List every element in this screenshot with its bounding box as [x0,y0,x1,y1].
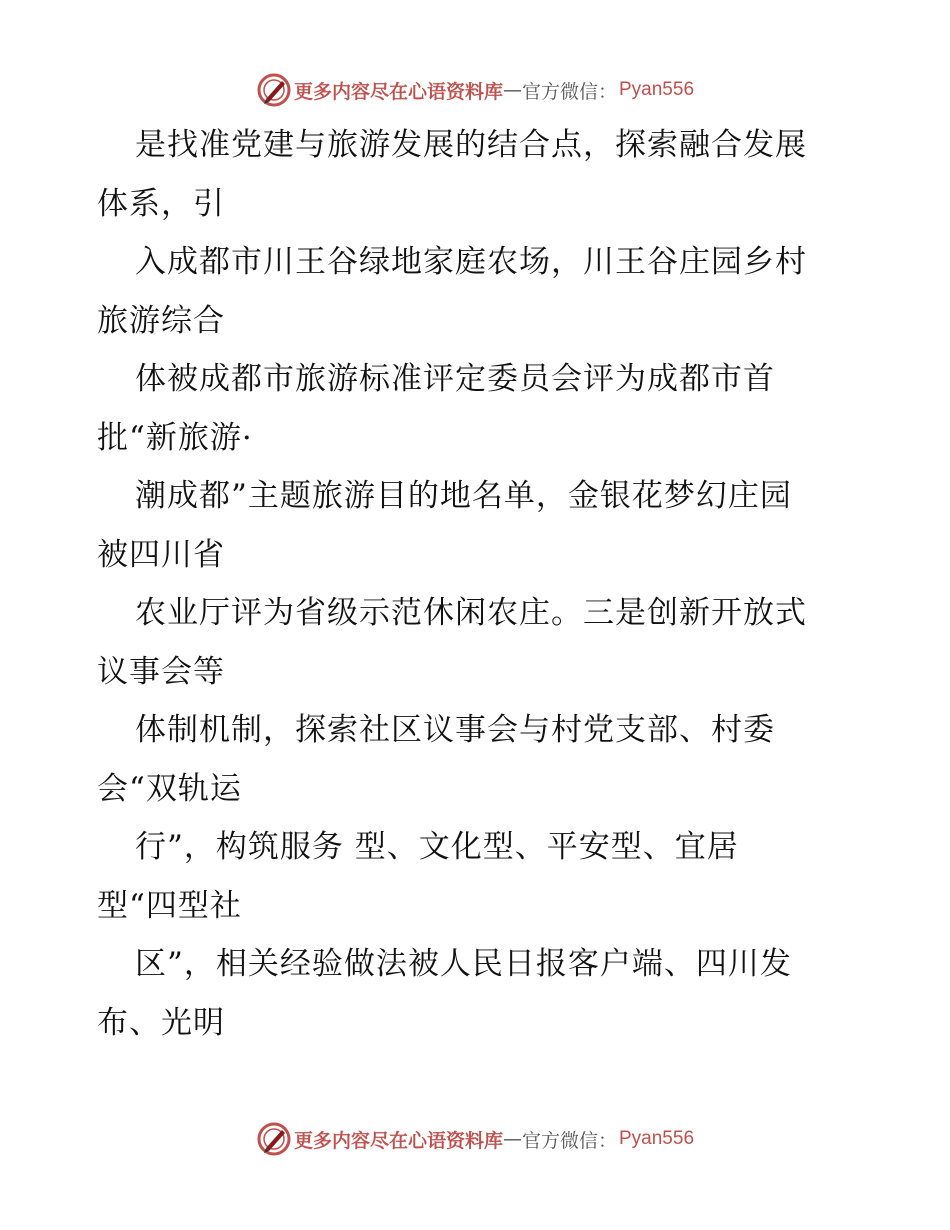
pen-nib-logo-icon [256,1121,292,1157]
body-line: 区”，相关经验做法被人民日报客户端、四川发 [135,946,792,982]
body-line: 型“四型社 [97,887,242,924]
header-banner [0,70,950,110]
body-line: 行”，构筑服务 型、文化型、平安型、宜居 [135,829,739,865]
body-line: 旅游综合 [97,302,225,339]
body-line: 是找准党建与旅游发展的结合点，探索融合发展 [135,127,807,163]
body-line: 体制机制，探索社区议事会与村党支部、村委 [135,712,775,748]
body-line: 体被成都市旅游标准评定委员会评为成都市首 [135,361,775,397]
body-line: 布、光明 [97,1004,225,1041]
brand-separator: — [502,79,522,101]
body-line: 议事会等 [97,653,225,690]
document-body [97,116,867,1052]
body-line: 入成都市川王谷绿地家庭农场，川王谷庄园乡村 [135,244,807,280]
pen-nib-logo-icon [256,72,292,108]
body-line: 被四川省 [97,536,225,573]
wechat-id: Pyan556 [619,79,695,100]
brand-separator: — [502,1128,522,1150]
wechat-label: 官方微信： [521,80,617,103]
wechat-label: 官方微信： [521,1129,617,1152]
body-line: 农业厅评为省级示范休闲农庄。三是创新开放式 [135,595,807,631]
body-line: 会“双轨运 [97,770,242,807]
body-line: 潮成都”主题旅游目的地名单，金银花梦幻庄园 [135,478,792,514]
wechat-id: Pyan556 [619,1128,695,1149]
footer-banner [0,1119,950,1159]
brand-text: 更多内容尽在心语资料库 [293,80,503,103]
body-line: 批“新旅游· [97,419,253,456]
brand-text: 更多内容尽在心语资料库 [293,1129,503,1152]
body-line: 体系，引 [97,185,225,222]
